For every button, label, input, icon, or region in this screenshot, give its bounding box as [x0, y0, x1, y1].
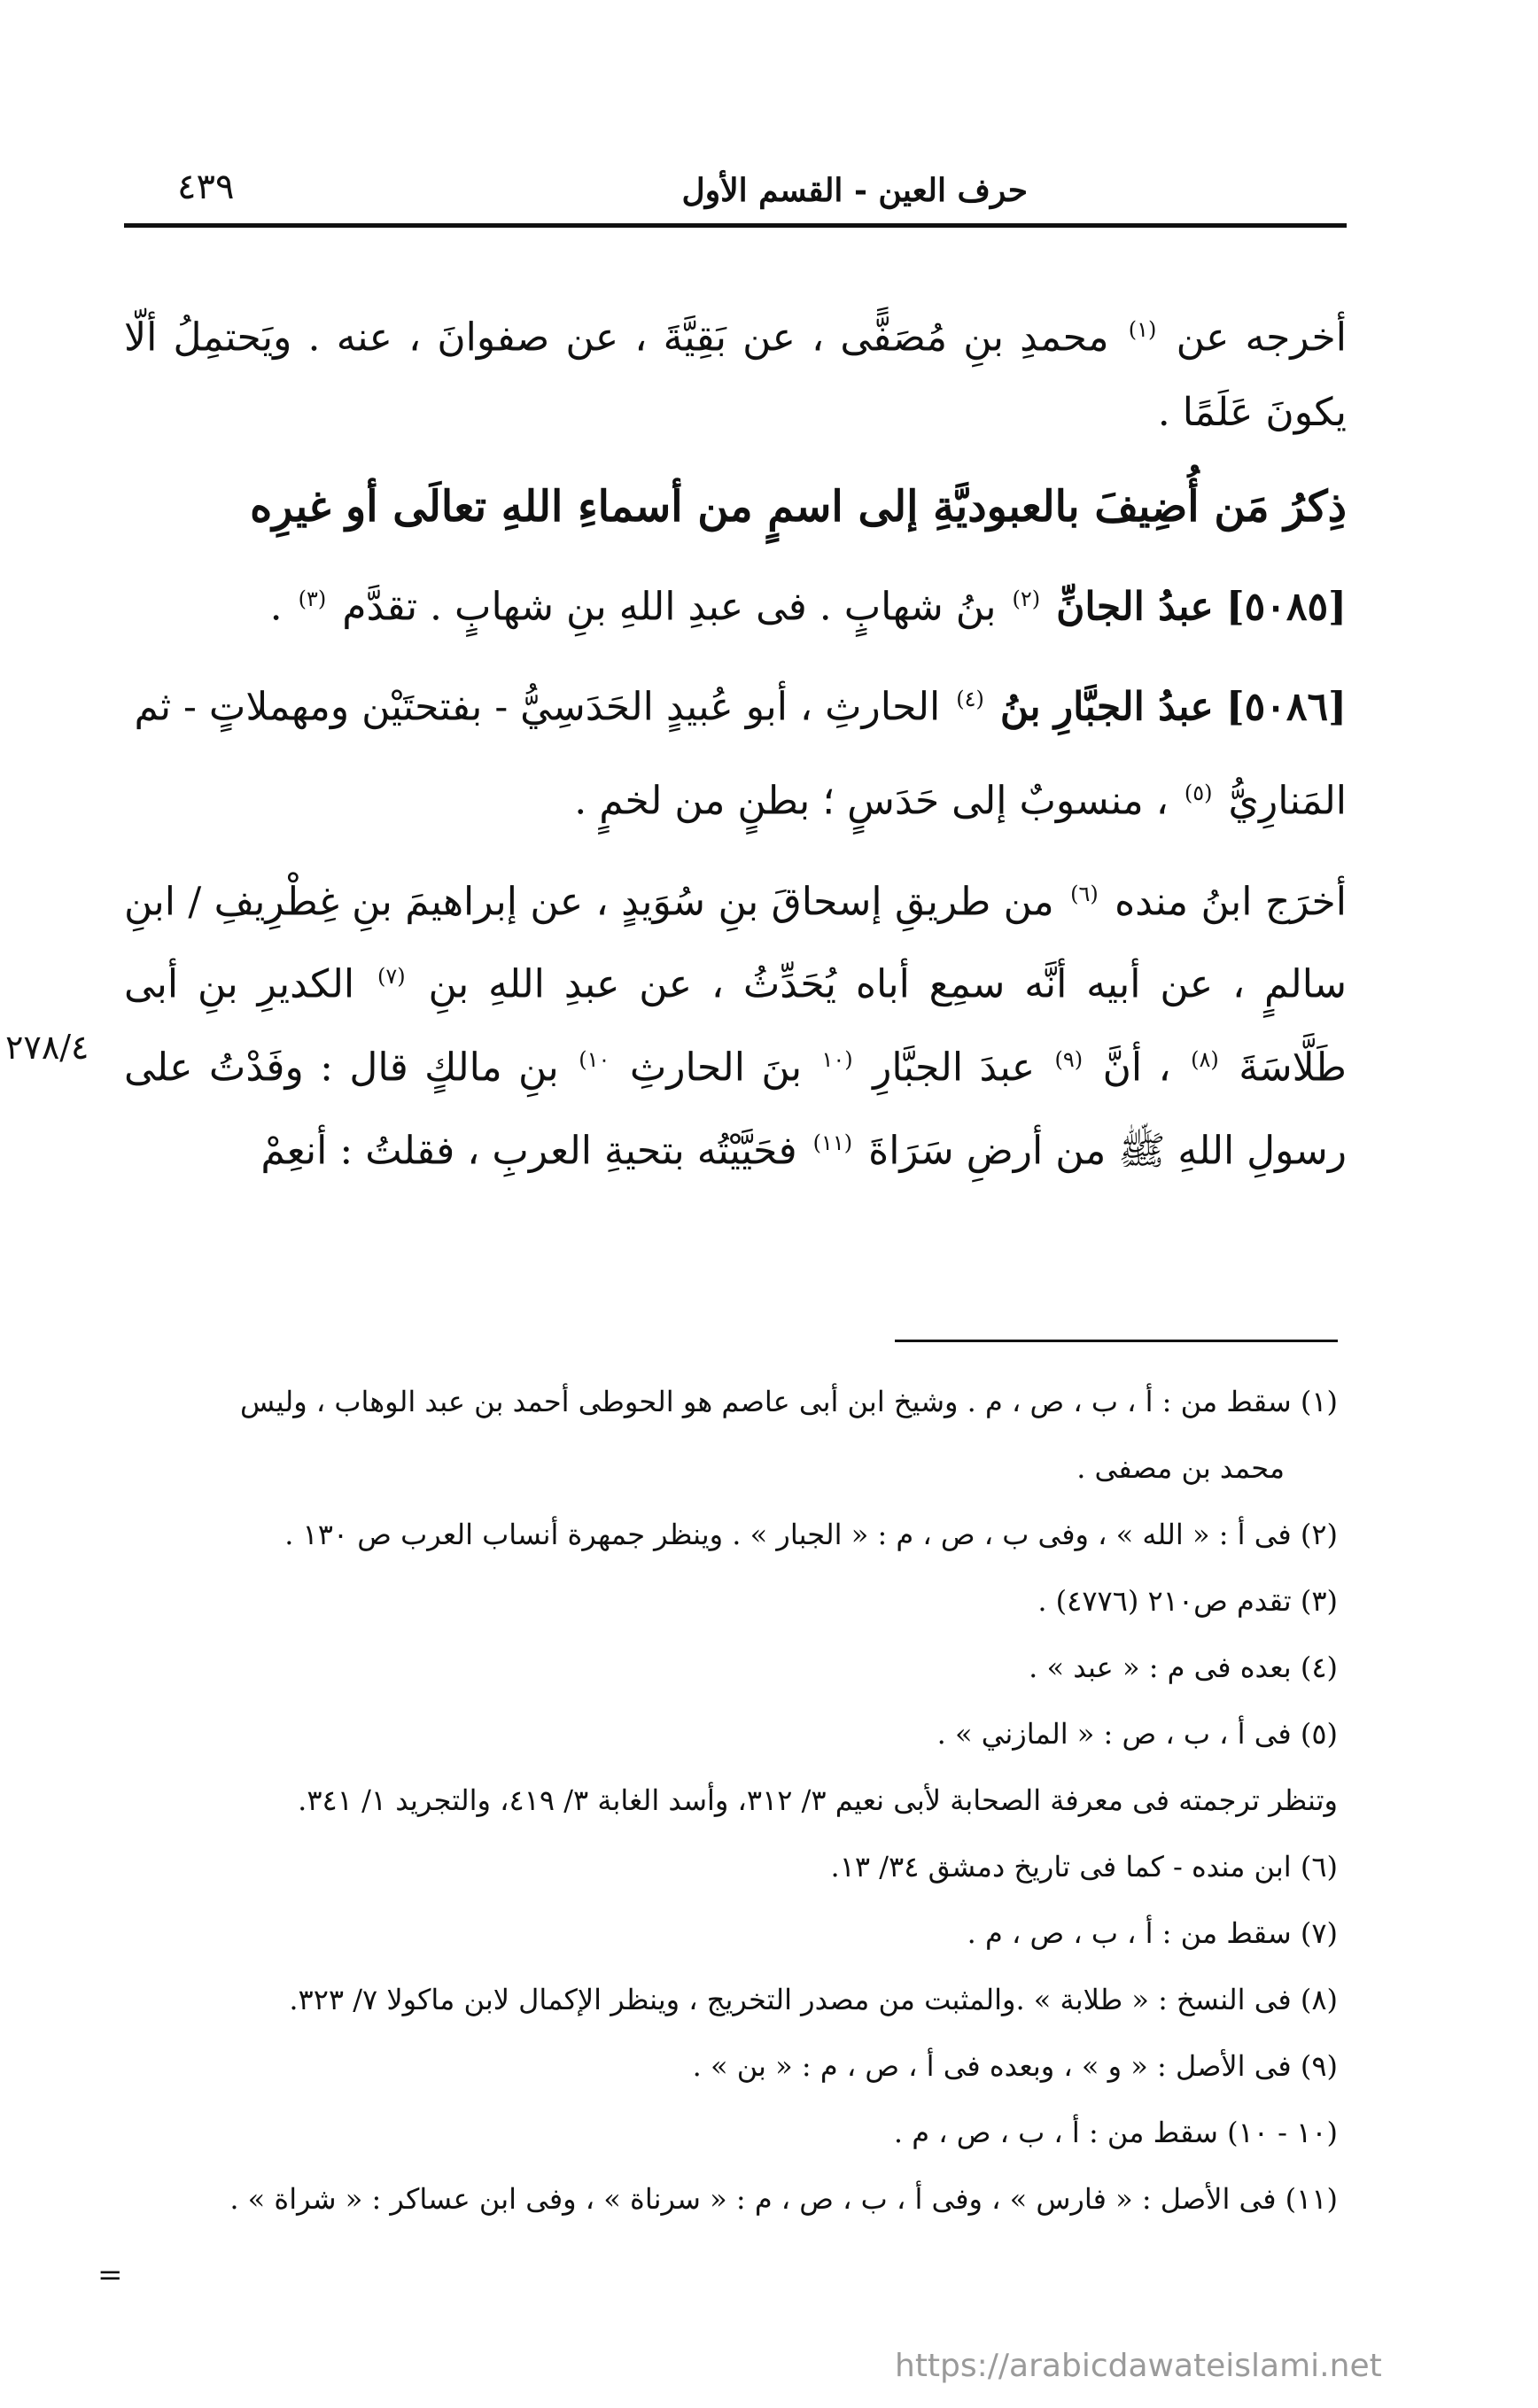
footnote-marker: (٥)	[1184, 780, 1213, 805]
margin-reference: ٢٧٨/٤	[5, 1028, 89, 1067]
footnotes	[115, 1369, 1338, 2233]
text-run: الكديرِ بنِ أبى طَلَّاسَةَ	[124, 961, 1347, 1091]
text-run: محمدِ بنِ مُصَفًّى ، عن بَقِيَّةَ ، عن صفوانَ ، عنه . ويَحتمِلُ ألّا يكونَ عَلَمًا .	[124, 315, 1347, 435]
footnote-marker: (٤)	[956, 687, 984, 712]
footnote-separator	[895, 1340, 1338, 1342]
text-run: بنَ الحارثِ	[629, 1045, 803, 1091]
entry-text: الحارثِ ، أبو عُبيدٍ الحَدَسِيُّ - بفتحتَيْن ومهملاتٍ - ثم المَنارِيُّ	[134, 684, 1347, 824]
narration-paragraph	[124, 857, 1347, 1189]
watermark-url: https://arabicdawateislami.net	[895, 2348, 1382, 2384]
text-run: أخرجه عن	[1176, 315, 1347, 361]
section-heading: ذِكرُ مَن أُضِيفَ بالعبوديَّةِ إلى اسمٍ من أسماءِ اللهِ تعالَى أو غيرِه	[250, 481, 1347, 532]
main-text	[124, 292, 1347, 1188]
entry-5085	[124, 556, 1347, 650]
footnote-line: محمد بن مصفى .	[1076, 1451, 1285, 1485]
entry-end: .	[269, 584, 283, 630]
entry-number: [٥٠٨٦]	[1225, 684, 1347, 730]
footnote-marker: (٧)	[377, 964, 406, 990]
text-run: من طريقِ إسحاقَ بنِ سُوَيدٍ ، عن إبراهيمَ بنِ غِطْرِيفِ / ابنِ سالمٍ ، عن أبيه أنَّه سمِع أباه يُحَدِّثُ ، عن عبدِ اللهِ بنِ	[124, 879, 1347, 1007]
footnote-marker: ١٠)	[579, 1046, 610, 1072]
footnote-line: (٢) فى أ : « الله » ، وفى ب ، ص ، م : « الجبار » . وينظر جمهرة أنساب العرب ص ١٣٠ .	[284, 1518, 1338, 1551]
entry-number: [٥٠٨٥]	[1225, 584, 1347, 630]
opening-paragraph	[124, 292, 1347, 450]
footnote-marker: (١٠	[821, 1046, 853, 1072]
entry-5086	[124, 656, 1347, 843]
entry-text: ، منسوبٌ إلى حَدَسٍ ؛ بطنٍ من لخمٍ .	[574, 778, 1169, 824]
footnote-line: (٧) سقط من : أ ، ب ، ص ، م .	[967, 1916, 1338, 1950]
text-run: ، أنَّ	[1102, 1045, 1171, 1091]
text-run: أخرَج ابنُ منده	[1115, 879, 1347, 925]
footnote-line: (١٠ - ١٠) سقط من : أ ، ب ، ص ، م .	[893, 2116, 1338, 2149]
text-run: بنِ مالكٍ قال : وفَدْتُ على رسولِ اللهِ ﷺ من أرضِ سَرَاةَ	[124, 1045, 1347, 1174]
footnote-line: وتنظر ترجمته فى معرفة الصحابة لأبى نعيم ٣/ ٣١٢، وأسد الغابة ٣/ ٤١٩، والتجريد ١/ ٣٤١.	[298, 1783, 1338, 1817]
continuation-mark: =	[97, 2257, 123, 2293]
footnote-line: (١١) فى الأصل : « فارس » ، وفى أ ، ب ، ص ، م : « سرناة » ، وفى ابن عساكر : « شراة » .	[229, 2182, 1338, 2216]
footnote-marker: (٢)	[1012, 586, 1041, 611]
footnote-marker: (١١)	[812, 1130, 853, 1155]
footnote-line: (٥) فى أ ، ب ، ص : « المازني » .	[936, 1717, 1338, 1751]
footnote-marker: (٣)	[298, 586, 327, 611]
entry-name: عبدُ الجانِّ	[1056, 584, 1214, 630]
footnote-line: (٣) تقدم ص٢١٠ (٤٧٧٦) .	[1037, 1584, 1338, 1618]
footnote-marker: (٨)	[1191, 1046, 1219, 1072]
running-title: حرف العين - القسم الأول	[681, 172, 1028, 209]
page-header	[124, 149, 1347, 228]
page-number: ٤٣٩	[177, 167, 235, 207]
entry-text: بنُ شهابٍ . فى عبدِ اللهِ بنِ شهابٍ . تقدَّم	[342, 584, 997, 630]
text-run: فحَيَّيْتُه بتحيةِ العربِ ، فقلتُ : أنعِمْ	[260, 1128, 797, 1174]
entry-name: عبدُ الجبَّارِ بنُ	[999, 684, 1214, 730]
text-run: عبدَ الجبَّارِ	[873, 1045, 1036, 1091]
footnote-line: (١) سقط من : أ ، ب ، ص ، م . وشيخ ابن أبى عاصم هو الحوطى أحمد بن عبد الوهاب ، وليس	[239, 1385, 1338, 1418]
footnote-marker: (٦)	[1070, 881, 1099, 906]
footnote-marker: (٩)	[1054, 1046, 1084, 1072]
footnote-line: (٤) بعده فى م : « عبد » .	[1029, 1651, 1338, 1684]
footnote-line: (٨) فى النسخ : « طلابة » .والمثبت من مصدر التخريج ، وينظر الإكمال لابن ماكولا ٧/ ٣٢٣.	[289, 1983, 1338, 2016]
footnote-marker: (١)	[1128, 317, 1157, 342]
footnote-line: (٦) ابن منده - كما فى تاريخ دمشق ٣٤/ ١٣.	[830, 1850, 1338, 1884]
footnote-line: (٩) فى الأصل : « و » ، وبعده فى أ ، ص ، م : « بن » .	[692, 2049, 1338, 2083]
